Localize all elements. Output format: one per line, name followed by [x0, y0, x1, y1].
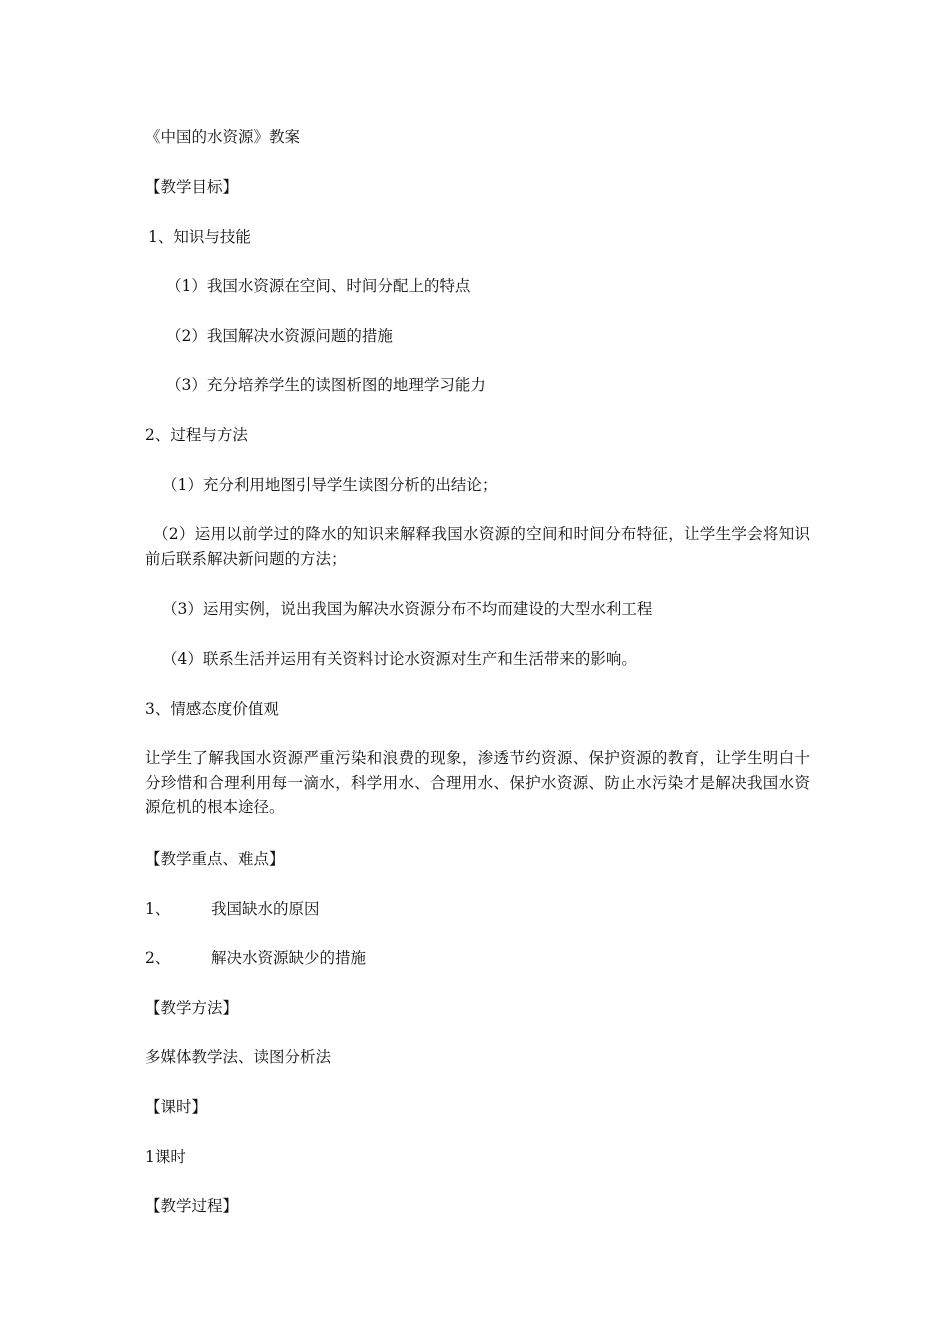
list-item: （1）充分利用地图引导学生读图分析的出结论；: [162, 476, 498, 494]
section-heading-method: 【教学方法】: [145, 999, 239, 1017]
numbered-item: [145, 897, 320, 921]
document-title: 《中国的水资源》教案: [145, 128, 301, 146]
method-text: 多媒体教学法、读图分析法: [145, 1048, 332, 1066]
values-paragraph: 让学生了解我国水资源严重污染和浪费的现象，渗透节约资源、保护资源的教育，让学生明白十分珍惜和合理利用每一滴水，科学用水、合理用水、保护水资源、防止水污染才是解决我国水资源危机的根本途径。: [145, 749, 810, 816]
list-item: （2）我国解决水资源问题的措施: [166, 327, 393, 345]
item-text: 我国缺水的原因: [211, 900, 320, 918]
subheading-values: 3、情感态度价值观: [145, 700, 279, 718]
subheading-knowledge: 1、知识与技能: [148, 228, 251, 246]
item-text: 解决水资源缺少的措施: [211, 949, 367, 967]
subheading-process: 2、过程与方法: [145, 426, 248, 444]
list-item: （3）运用实例，说出我国为解决水资源分布不均而建设的大型水利工程: [162, 600, 653, 618]
period-text: 1课时: [145, 1148, 186, 1166]
list-item: （4）联系生活并运用有关资料讨论水资源对生产和生活带来的影响。: [162, 650, 637, 668]
item-number: 2、: [145, 949, 171, 967]
section-heading-procedure: 【教学过程】: [145, 1197, 239, 1215]
item-number: 1、: [145, 900, 171, 918]
numbered-item: [145, 946, 366, 970]
section-heading-period: 【课时】: [145, 1098, 208, 1116]
list-item: （2）运用以前学过的降水的知识来解释我国水资源的空间和时间分布特征，让学生学会将知识前后联系解决新问题的方法；: [145, 525, 810, 568]
section-heading-objectives: 【教学目标】: [145, 178, 239, 196]
section-heading-key-points: 【教学重点、难点】: [145, 850, 285, 868]
list-item: （3）充分培养学生的读图析图的地理学习能力: [166, 376, 486, 394]
list-item: （1）我国水资源在空间、时间分配上的特点: [166, 277, 471, 295]
